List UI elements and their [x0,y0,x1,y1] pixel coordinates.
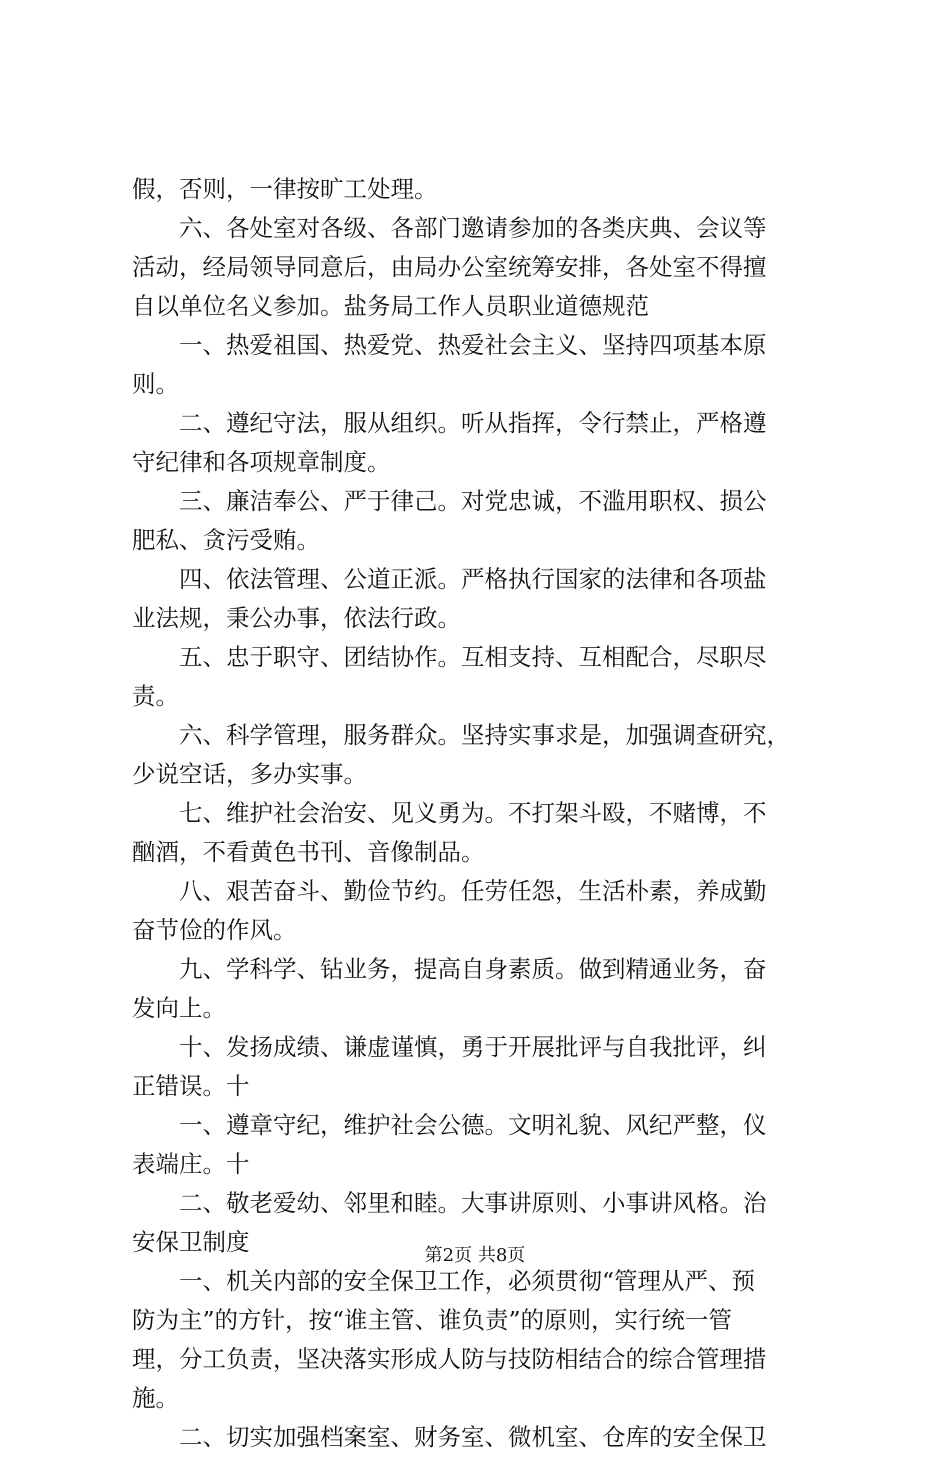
text-line: 防为主”的方针，按“谁主管、谁负责”的原则，实行统一管 [132,1306,733,1334]
text-line: 二、敬老爱幼、邻里和睦。大事讲原则、小事讲风格。治 [132,1189,767,1217]
text-line: 活动，经局领导同意后，由局办公室统筹安排，各处室不得擅 [132,253,767,281]
text-line: 七、维护社会治安、见义勇为。不打架斗殴，不赌博，不 [132,799,767,827]
text-line: 少说空话，多办实事。 [132,760,367,788]
text-line: 二、遵纪守法，服从组织。听从指挥，令行禁止，严格遵 [132,409,767,437]
text-line: 五、忠于职守、团结协作。互相支持、互相配合，尽职尽 [132,643,767,671]
text-line: 发向上。 [132,994,226,1022]
text-line: 假，否则，一律按旷工处理。 [132,175,438,203]
text-line: 施。 [132,1384,179,1412]
text-line: 十、发扬成绩、谦虚谨慎，勇于开展批评与自我批评，纠 [132,1033,767,1061]
text-line: 业法规，秉公办事，依法行政。 [132,604,461,632]
text-line: 则。 [132,370,179,398]
text-line: 自以单位名义参加。盐务局工作人员职业道德规范 [132,292,649,320]
text-line: 责。 [132,682,179,710]
text-line: 安保卫制度 [132,1228,250,1256]
text-line: 一、机关内部的安全保卫工作，必须贯彻“管理从严、预 [132,1267,756,1295]
text-line: 正错误。十 [132,1072,250,1100]
text-line: 理，分工负责，坚决落实形成人防与技防相结合的综合管理措 [132,1345,767,1373]
text-line: 六、各处室对各级、各部门邀请参加的各类庆典、会议等 [132,214,767,242]
text-line: 二、切实加强档案室、财务室、微机室、仓库的安全保卫 [132,1423,767,1451]
text-line: 九、学科学、钻业务，提高自身素质。做到精通业务，奋 [132,955,767,983]
text-line: 守纪律和各项规章制度。 [132,448,391,476]
text-line: 四、依法管理、公道正派。严格执行国家的法律和各项盐 [132,565,767,593]
page-footer: 第2页 共8页 [424,1245,526,1266]
text-line: 八、艰苦奋斗、勤俭节约。任劳任怨，生活朴素，养成勤 [132,877,767,905]
text-line: 六、科学管理，服务群众。坚持实事求是，加强调查研究， [132,721,790,749]
text-line: 一、热爱祖国、热爱党、热爱社会主义、坚持四项基本原 [132,331,767,359]
text-line: 肥私、贪污受贿。 [132,526,320,554]
text-line: 表端庄。十 [132,1150,250,1178]
text-line: 三、廉洁奉公、严于律己。对党忠诚，不滥用职权、损公 [132,487,767,515]
text-line: 奋节俭的作风。 [132,916,297,944]
text-line: 一、遵章守纪，维护社会公德。文明礼貌、风纪严整，仪 [132,1111,767,1139]
text-line: 酗酒，不看黄色书刊、音像制品。 [132,838,485,866]
